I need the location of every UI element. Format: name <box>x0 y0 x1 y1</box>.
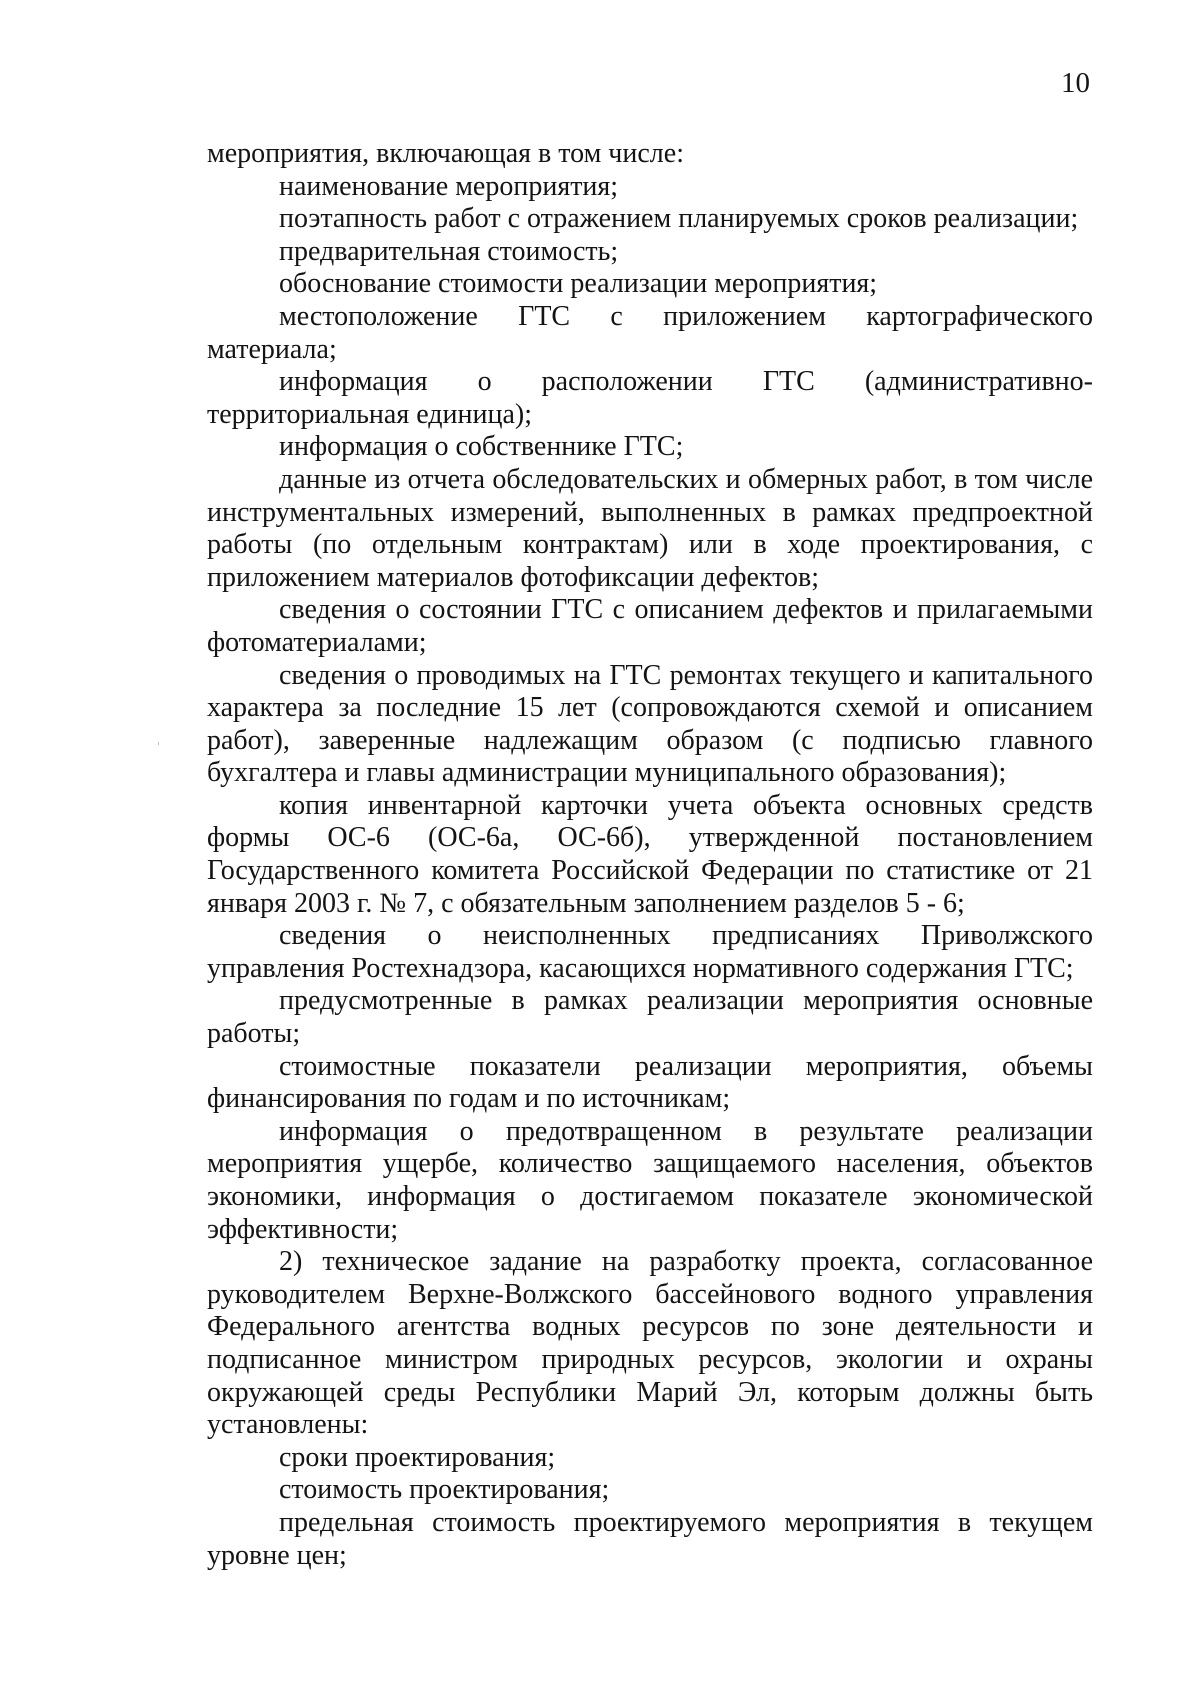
paragraph: поэтапность работ с отражением планируемых сроков реализации; <box>279 203 1079 235</box>
paragraph: предварительная стоимость; <box>279 235 619 267</box>
paragraph: предусмотренные в рамках реализации мероприятия основные работы; <box>207 985 1093 1050</box>
paragraph: информация о предотвращенном в результате реализации мероприятия ущербе, количество защищаемого населения, объектов экономики, информация о достигаемом показателе экономической эффективности; <box>207 1115 1093 1245</box>
paragraph: обоснование стоимости реализации мероприятия; <box>279 268 878 300</box>
paragraph: информация о собственнике ГТС; <box>279 431 684 463</box>
paragraph: местоположение ГТС с приложением картографического материала; <box>207 300 1093 365</box>
paragraph: 2) техническое задание на разработку проекта, согласованное руководителем Верхне-Волжского бассейнового водного управления Федерального агентства водных ресурсов по зоне деятельности и подписанное министром природных ресурсов, экологии и охраны окружающей среды Республики Марий Эл, которым должны быть установлены: <box>207 1246 1093 1441</box>
paragraph: информация о расположении ГТС (административно-территориальная единица); <box>207 366 1093 430</box>
paragraph: предельная стоимость проектируемого мероприятия в текущем уровне цен; <box>207 1506 1093 1571</box>
paragraph: стоимость проектирования; <box>279 1474 610 1506</box>
paragraph: наименование мероприятия; <box>279 170 619 202</box>
scan-artifact <box>158 742 159 745</box>
paragraph: сведения о неисполненных предписаниях Приволжского управления Ростехнадзора, касающихся нормативного содержания ГТС; <box>207 920 1093 984</box>
page-number: 10 <box>1061 67 1090 99</box>
paragraph: данные из отчета обследовательских и обмерных работ, в том числе инструментальных измерений, выполненных в рамках предпроектной работы (по отдельным контрактам) или в ходе проектирования, с приложением материалов фотофиксации дефектов; <box>207 463 1093 593</box>
paragraph: мероприятия, включающая в том числе: <box>207 138 684 169</box>
paragraph: копия инвентарной карточки учета объекта основных средств формы ОС-6 (ОС-6а, ОС-6б), утвержденной постановлением Государственного комитета Российской Федерации по статистике от 21 января 2003 г. № 7, с обязательным заполнением разделов 5 - 6; <box>207 789 1093 919</box>
paragraph: сведения о состоянии ГТС с описанием дефектов и прилагаемыми фотоматериалами; <box>207 594 1093 658</box>
paragraph: стоимостные показатели реализации мероприятия, объемы финансирования по годам и по источникам; <box>207 1050 1093 1115</box>
paragraph: сведения о проводимых на ГТС ремонтах текущего и капитального характера за последние 15 лет (сопровождаются схемой и описанием работ), заверенные надлежащим образом (с подписью главного бухгалтера и главы администрации муниципального образования); <box>207 659 1093 789</box>
paragraph: сроки проектирования; <box>279 1441 556 1473</box>
document-body <box>207 138 1093 1572</box>
